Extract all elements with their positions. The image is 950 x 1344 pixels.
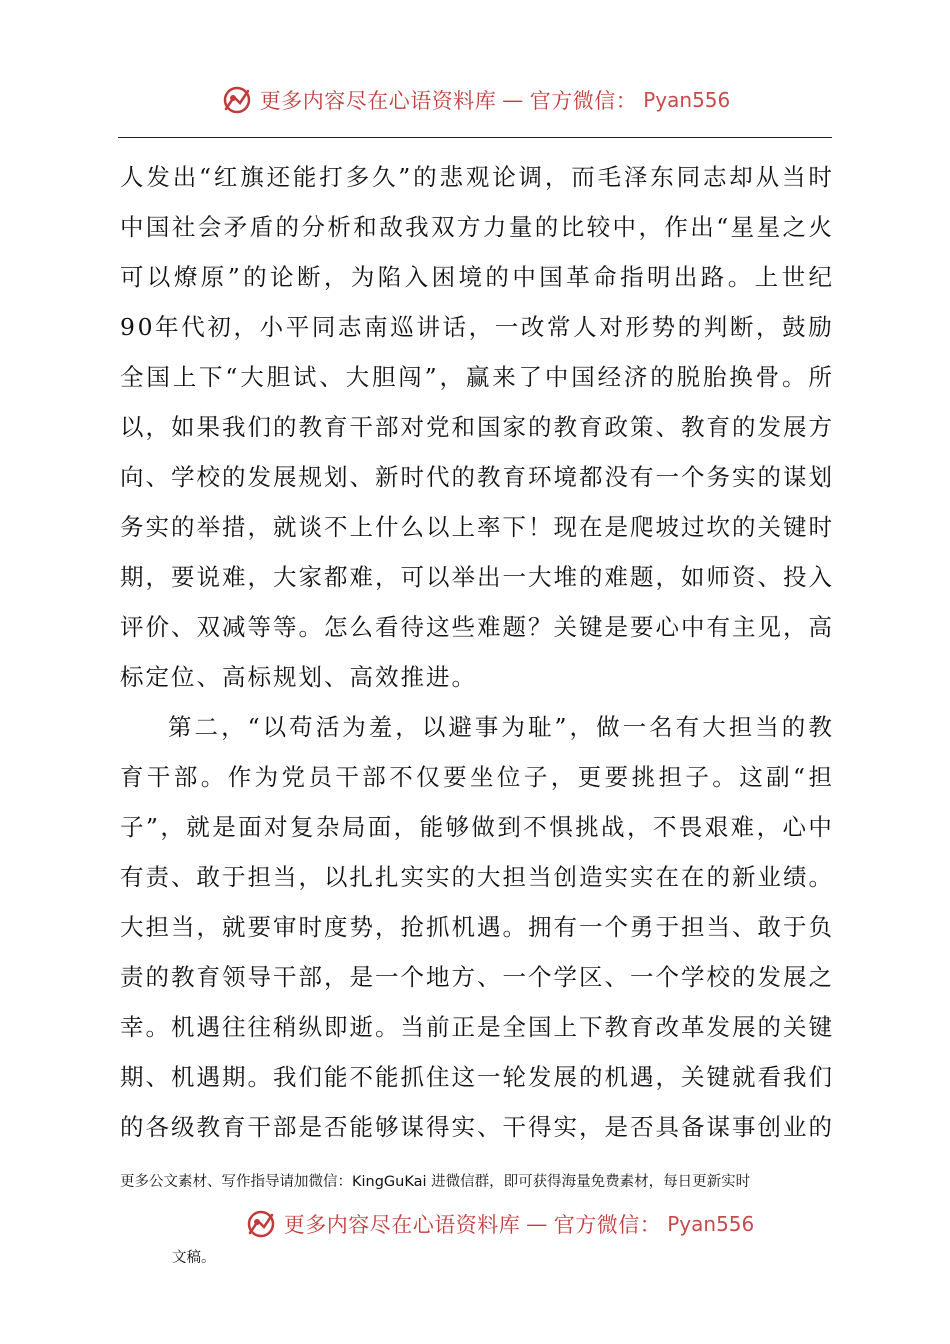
text-line: 子 ” ， 就 是 面 对 复 杂 局 面 ， 能 够 做 到 不 惧 挑 战 ， 不 畏 艰 难 ， 心 中	[120, 813, 832, 841]
text-line: 责 的 教 育 领 导 干 部 ， 是 一 个 地 方 、 一 个 学 区 、 一 个 学 校 的 发 展 之	[120, 963, 832, 991]
footer-brand: 更多内容尽在心语资料库	[283, 1213, 521, 1237]
text-line: 有 责 、 敢 于 担 当 ， 以 扎 扎 实 实 的 大 担 当 创 造 实 实 在 在 的 新 业 绩 。	[120, 863, 832, 891]
text-line: 全 国 上 下 “ 大 胆 试 、 大 胆 闯 ” ， 赢 来 了 中 国 经 济 的 脱 胎 换 骨 。 所	[120, 363, 832, 391]
text-line-paragraph-start: 第 二 ， “ 以 苟 活 为 羞 ， 以 避 事 为 耻 ” ， 做 一 名 有 大 担 当 的 教	[168, 713, 832, 741]
footer-watermark	[24, 1207, 950, 1241]
text-line: 育 干 部 。 作 为 党 员 干 部 不 仅 要 坐 位 子 ， 更 要 挑 担 子 。 这 副 “ 担	[120, 763, 832, 791]
footer-note: 更多公文素材、写作指导请加微信：KingGuKai 进微信群，即可获得海量免费素材，每日更新实时	[120, 1174, 751, 1190]
header-wechat-id: Pyan556	[643, 88, 731, 112]
footer-label: 官方微信：	[553, 1213, 662, 1237]
footer-separator: —	[526, 1212, 548, 1236]
text-line: 大 担 当 ， 就 要 审 时 度 势 ， 抢 抓 机 遇 。 拥 有 一 个 勇 于 担 当 、 敢 于 负	[120, 913, 832, 941]
brand-logo-icon	[244, 1207, 278, 1241]
text-line: 幸 。 机 遇 往 往 稍 纵 即 逝 。 当 前 正 是 全 国 上 下 教 育 改 革 发 展 的 关 键	[120, 1013, 832, 1041]
text-line: 务 实 的 举 措 ， 就 谈 不 上 什 么 以 上 率 下 ！ 现 在 是 爬 坡 过 坎 的 关 键 时	[120, 513, 832, 541]
text-line: 评 价 、 双 减 等 等 。 怎 么 看 待 这 些 难 题 ？ 关 键 是 要 心 中 有 主 见 ， 高	[120, 613, 832, 641]
footer-note-tail: 文稿。	[172, 1250, 216, 1266]
text-line: 的 各 级 教 育 干 部 是 否 能 够 谋 得 实 、 干 得 实 ， 是 否 具 备 谋 事 创 业 的	[120, 1113, 832, 1141]
text-line: 可 以 燎 原 ” 的 论 断 ， 为 陷 入 困 境 的 中 国 革 命 指 明 出 路 。 上 世 纪	[120, 263, 832, 291]
brand-logo-icon	[220, 83, 254, 117]
text-line: 向 、 学 校 的 发 展 规 划 、 新 时 代 的 教 育 环 境 都 没 有 一 个 务 实 的 谋 划	[120, 463, 832, 491]
text-line: 人 发 出 “ 红 旗 还 能 打 多 久 ” 的 悲 观 论 调 ， 而 毛 泽 东 同 志 却 从 当 时	[120, 163, 832, 191]
text-line: 期 、 机 遇 期 。 我 们 能 不 能 抓 住 这 一 轮 发 展 的 机 遇 ， 关 键 就 看 我 们	[120, 1063, 832, 1091]
text-line: 期 ， 要 说 难 ， 大 家 都 难 ， 可 以 举 出 一 大 堆 的 难 题 ， 如 师 资 、 投 入	[120, 563, 832, 591]
text-line-paragraph-end: 标定位、高标规划、高效推进。	[120, 663, 477, 691]
header-divider	[118, 137, 832, 138]
text-line: 中 国 社 会 矛 盾 的 分 析 和 敌 我 双 方 力 量 的 比 较 中 ， 作 出 “ 星 星 之 火	[120, 213, 832, 241]
header-watermark	[0, 83, 950, 117]
header-label: 官方微信：	[529, 89, 638, 113]
text-line: 以 ， 如 果 我 们 的 教 育 干 部 对 党 和 国 家 的 教 育 政 策 、 教 育 的 发 展 方	[120, 413, 832, 441]
header-separator: —	[502, 88, 524, 112]
header-brand: 更多内容尽在心语资料库	[259, 89, 497, 113]
text-line: 9 0 年 代 初 ， 小 平 同 志 南 巡 讲 话 ， 一 改 常 人 对 形 势 的 判 断 ， 鼓 励	[120, 313, 832, 341]
document-body	[120, 152, 832, 1152]
footer-wechat-id: Pyan556	[667, 1212, 755, 1236]
